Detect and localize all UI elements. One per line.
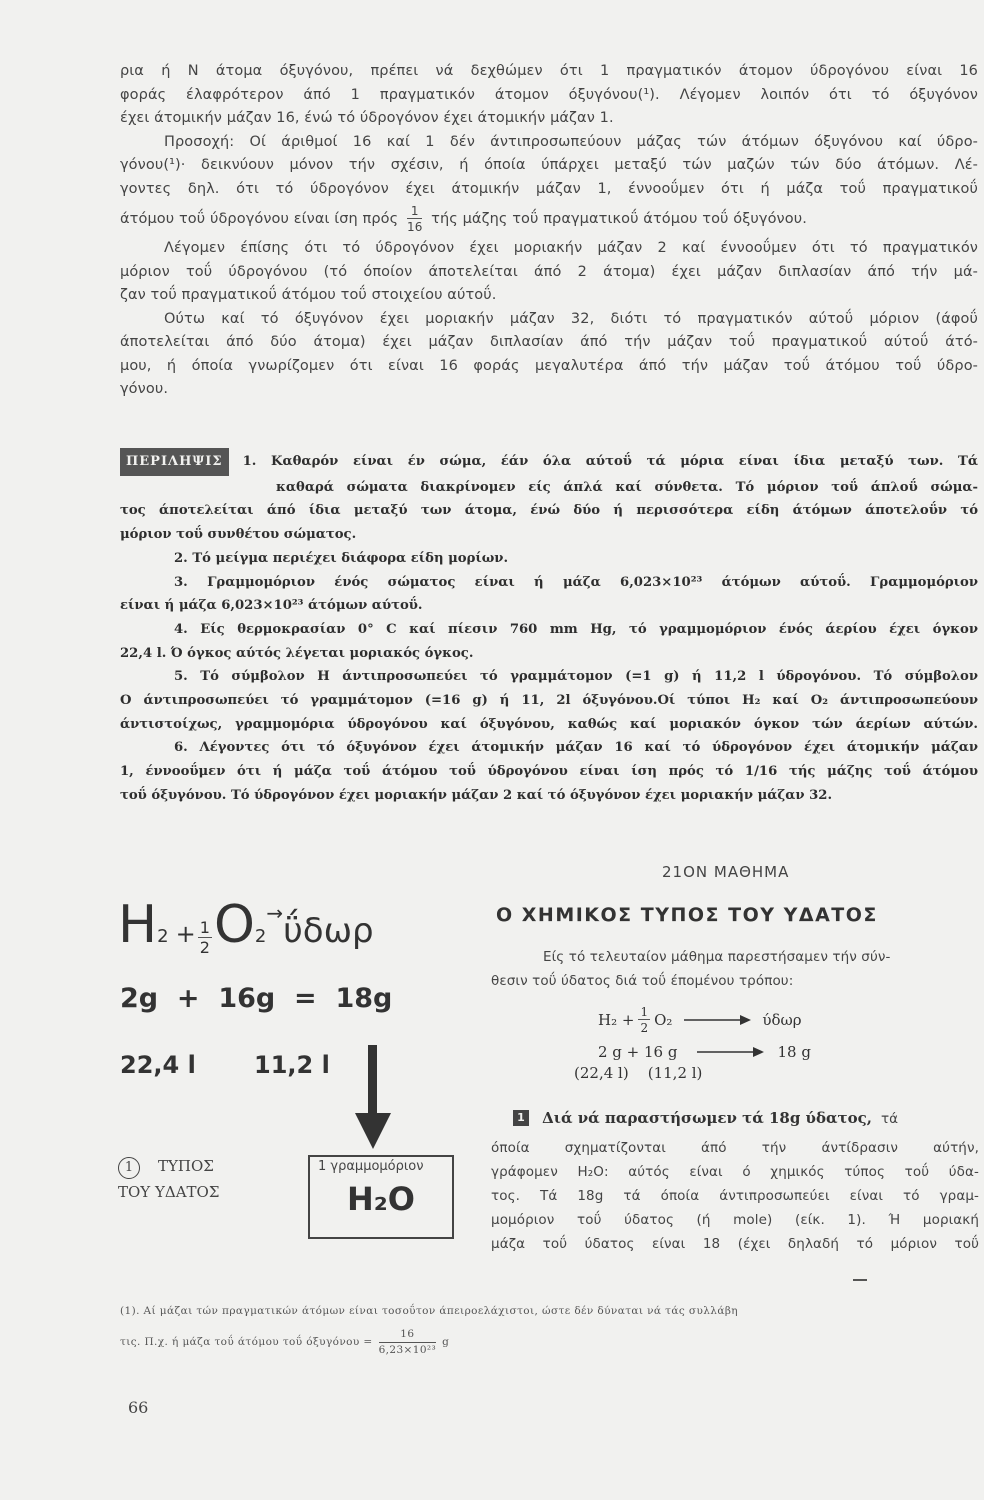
summary-line: άντιστοίχως, γραμμομόρια ύδρογόνου καί όξυγόνου, καθώς καί μοριακόν όγκον τών άερίων αύτών. [120,716,978,732]
summary-text: 1. Καθαρόν είναι έν σώμα, έάν όλα αύτοΰ τά μόρια είναι ίδια μεταξύ των. Τά [242,454,978,469]
text-line: έχει άτομικήν μάζαν 16, ένώ τό ύδρογόνον έχει άτομικήν μάζαν 1. [120,110,614,126]
fraction-numerator: 1 [407,205,422,219]
fraction-numerator: 1 [640,1005,649,1019]
figure-volume-a: 22,4 l [120,1051,196,1079]
section-heading [513,1108,898,1127]
equation-line-3: (22,4 l) (11,2 l) [574,1064,703,1082]
arrow-icon [695,1046,765,1058]
reaction-equation [574,1000,811,1088]
fraction-denominator: 2 [199,937,210,957]
water-formula-figure [118,895,488,1235]
text-line: φοράς έλαφρότερον άπό 1 πραγματικόν άτομον όξυγόνου(¹). Λέγομεν λοιπόν ότι τό όξυγόνον [120,86,978,103]
intro-paragraph [120,60,978,402]
text-line: τος. Τά 18g τά όποία άντιπροσωπεύει είναι τό γραμ- [491,1188,979,1204]
eq-product: ύδωρ [762,1011,802,1029]
summary-line: 22,4 l. Ό όγκος αύτός λέγεται μοριακός όγκος. [120,645,474,661]
summary-line: τος άποτελείται άπό ίδια μεταξύ των άτομα, ένώ δύο ή περισσότερα είδη άτόμων άποτελοΰν τό [120,503,978,519]
fraction-numerator: 1 [199,917,210,937]
equation-line-1 [598,1000,811,1040]
text-line: μομόριον τοΰ ύδατος (ή mole) (είκ. 1). Ή μοριακή [491,1212,979,1228]
summary-section [120,448,978,808]
mole-box-label: 1 γραμμομόριον [318,1159,424,1174]
eq-reactant: H₂ + [598,1011,635,1029]
fraction-denominator: 6,23×10²³ [378,1343,437,1356]
footnote-line [120,1329,980,1355]
fraction-1-16 [407,205,422,233]
lesson-body-2 [491,1136,979,1256]
text-line: γόνου(¹)· δεικνύουν μόνον τήν σχέσιν, ή όποία ύπάρχει μεταξύ τών μαζών τών δύο άτόμων. Λέ- [120,157,978,173]
text-line: όποία σχηματίζονται άπό τήν άντίδρασιν αύτήν, [491,1140,979,1156]
caption-line: ΤΟΥ ΥΔΑΤΟΣ [118,1183,220,1201]
equation-line-2 [598,1040,811,1064]
text-line: γοντες δηλ. ότι τό ύδρογόνον έχει άτομικήν μάζαν 1, έννοοΰμεν ότι ή μάζα τοΰ πραγματικοΰ [120,180,978,197]
text-line: ρια ή Ν άτομα όξυγόνου, πρέπει νά δεχθώμεν ότι 1 πραγματικόν άτομον ύδρογόνου είναι 16 [120,63,978,79]
footnote-fraction [379,1329,437,1355]
text-line: γόνου. [120,381,169,397]
down-arrow-icon [353,1045,393,1155]
text-line: ζαν τοΰ πραγματικοΰ άτόμου τοΰ στοιχείου αύτοΰ. [120,287,497,303]
text-line: Λέγομεν έπίσης ότι τό ύδρογόνον έχει μοριακήν μάζαν 2 καί έννοοΰμεν ότι τό πραγματικόν [164,240,978,256]
figure-volume-b: 11,2 l [254,1051,330,1079]
eq-product-mass: 18 g [777,1043,811,1061]
text-line: μου, ή όποία γνωρίζομεν ότι είναι 16 φοράς μεγαλυτέρα άπό τήν μάζαν τοΰ άτόμου τοΰ ύδρο- [120,357,978,374]
summary-line: τοΰ όξυγόνου. Τό ύδρογόνον έχει μοριακήν μάζαν 2 καί τό όξυγόνον έχει μοριακήν μάζαν 32. [120,787,833,803]
section-lead: Διά νά παραστήσωμεν τά 18g ύδατος, [542,1109,872,1127]
caption-line: ΤΥΠΟΣ [158,1157,214,1175]
summary-line: 4. Είς θερμοκρασίαν 0° C καί πίεσιν 760 mm Hg, τό γραμμομόριον ένός άερίου έχει όγκον [174,621,978,637]
subscript: 2 [254,926,267,947]
eq-oxygen: O₂ [654,1011,673,1029]
figure-caption [118,1153,219,1205]
mole-box [308,1155,454,1239]
text-line: θεσιν τοΰ ύδατος διά τοΰ έπομένου τρόπου: [491,972,794,989]
mole-box-formula: H₂O [347,1180,415,1218]
footnote [120,1305,980,1355]
section-marker-icon: 1 [513,1110,529,1126]
hydrogen-symbol: H [118,895,158,955]
summary-line: είναι ή μάζα 6,023×10²³ άτόμων αύτοΰ. [120,598,423,614]
plus-sign: + [175,920,196,948]
arrow-icon: → [266,901,284,925]
fraction-denominator: 2 [640,1021,649,1035]
figure-reaction-row [118,895,374,956]
subscript: 2 [157,926,169,947]
section-tail: τά [881,1111,899,1127]
summary-line: 2. Τό μείγμα περιέχει διάφορα είδη μορίων. [174,550,509,566]
fraction-one-half [198,917,212,957]
figure-mass-row: 2g + 16g = 18g [120,983,393,1014]
text-line: άποτελείται άπό δύο άτομα) έχει μάζαν διπλασίαν άπό τήν μάζαν τοΰ πραγματικοΰ αύτοΰ άτό- [120,334,978,350]
fraction-denominator: 16 [406,220,423,234]
summary-line: μόριον τοΰ συνθέτου σώματος. [120,527,357,543]
eq-masses: 2 g + 16 g [598,1043,678,1061]
lesson-body [491,946,979,993]
text-line-with-fraction [120,201,978,237]
summary-line: 6. Λέγοντες ότι τό όξυγόνον έχει άτομικήν μάζαν 16 καί τό ύδρογόνον έχει άτομικήν μάζαν [174,740,978,756]
text-line: Προσοχή: Οί άριθμοί 16 καί 1 δέν άντιπροσωπεύουν μάζας τών άτόμων όξυγόνου καί ύδρο- [164,133,978,150]
text-line: Είς τό τελευταίον μάθημα παρεστήσαμεν τήν σύν- [543,949,891,965]
text-line: μάζα τοΰ ύδατος είναι 18 (έχει δηλαδή τό μόριον τοΰ [491,1236,979,1252]
text-line: Ούτω καί τό όξυγόνον έχει μοριακήν μάζαν 32, διότι τό πραγματικόν αύτοΰ μόριον (άφοΰ [164,310,978,327]
water-word: ΰδωρ [283,911,374,951]
text-segment: άτόμου τοΰ ύδρογόνου είναι ίση πρός [120,211,399,227]
fraction-one-half [638,1006,650,1034]
oxygen-symbol: O [213,895,255,955]
footnote-text: τις. Π.χ. ή μάζα τοΰ άτόμου τοΰ όξυγόνου = [120,1336,373,1348]
text-line: μόριον τοΰ ύδρογόνου (τό όποίον άποτελείται άπό 2 άτομα) έχει μάζαν διπλασίαν άπό τήν μά- [120,263,978,280]
footnote-rule [853,1279,867,1281]
summary-line: 3. Γραμμομόριον ένός σώματος είναι ή μάζα 6,023×10²³ άτόμων αύτοΰ. Γραμμομόριον [174,574,978,590]
summary-line [120,448,978,476]
footnote-unit: g [442,1336,450,1348]
lesson-number: 21ΟΝ ΜΑΘΗΜΑ [662,863,790,881]
circled-number-icon: 1 [118,1157,140,1179]
footnote-line: (1). Αί μάζαι τών πραγματικών άτόμων είναι τοσοΰτον άπειροελάχιστοι, ώστε δέν δύναται νά τάς συλλάβη [120,1305,738,1317]
fraction-numerator: 16 [379,1329,437,1343]
arrow-icon [682,1014,752,1026]
summary-line: 5. Τό σύμβολον Η άντιπροσωπεύει τό γραμμάτομον (=1 g) ή 11,2 l ύδρογόνου. Τό σύμβολον [174,669,978,685]
lesson-title: Ο ΧΗΜΙΚΟΣ ΤΥΠΟΣ ΤΟΥ ΥΔΑΤΟΣ [496,904,878,926]
summary-line: 1, έννοοΰμεν ότι ή μάζα τοΰ άτόμου τοΰ ύδρογόνου είναι ίση πρός τό 1/16 τής μάζης τοΰ άτόμου [120,764,978,780]
text-line: γράφομεν Η₂Ο: αύτός είναι ό χημικός τύπος τοΰ ύδα- [491,1164,979,1180]
page-number: 66 [128,1398,149,1417]
text-segment: τής μάζης τοΰ πραγματικοΰ άτόμου τοΰ όξυγόνου. [431,211,807,227]
summary-badge: ΠΕΡΙΛΗΨΙΣ [120,448,229,476]
summary-line: Ο άντιπροσωπεύει τό γραμμάτομον (=16 g) ή 11, 2l όξυγόνου.Οί τύποι Η₂ καί Ο₂ άντιπροσωπεύουν [120,693,978,709]
summary-line: καθαρά σώματα διακρίνομεν είς άπλά καί σύνθετα. Τό μόριον τοΰ άπλοΰ σώμα- [276,479,978,495]
